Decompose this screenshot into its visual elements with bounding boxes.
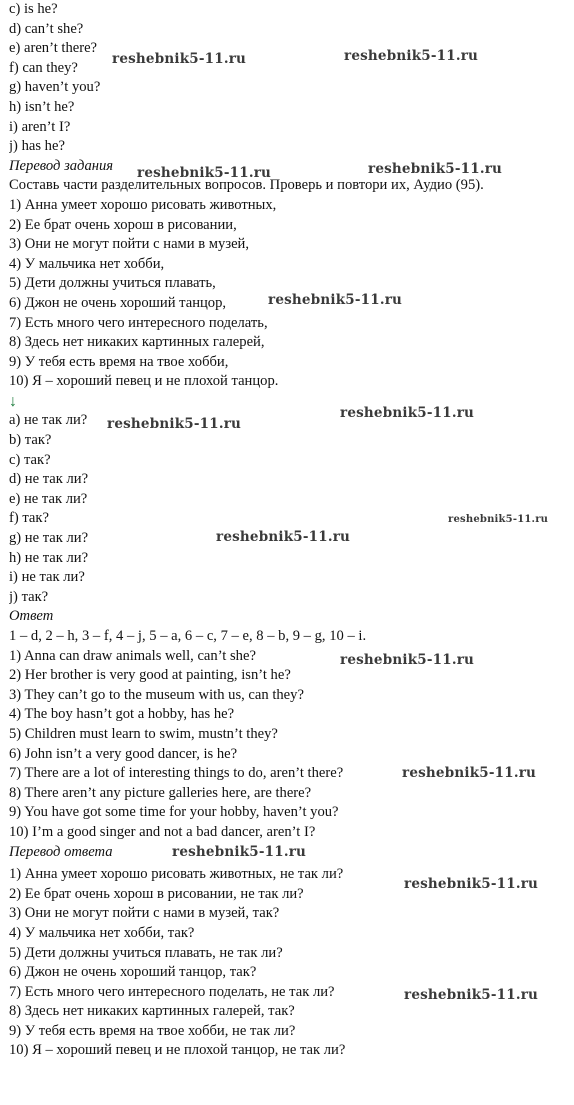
top-option: f) can they? bbox=[9, 59, 78, 76]
answer-sentence: 9) You have got some time for your hobby, haven’t you? bbox=[9, 804, 339, 821]
top-options-list bbox=[9, 0, 568, 157]
answer-translation-sentence: 4) У мальчика нет хобби, так? bbox=[9, 924, 195, 941]
watermark: reshebnik5-11.ru bbox=[404, 987, 539, 1003]
statement-item: 9) У тебя есть время на твое хобби, bbox=[9, 353, 229, 370]
answer-translation-sentence: 7) Есть много чего интересного поделать, не так ли? bbox=[9, 983, 335, 1000]
answer-sentence: 5) Children must learn to swim, mustn’t they? bbox=[9, 725, 278, 742]
watermark: reshebnik5-11.ru bbox=[112, 51, 247, 67]
answer-sentence: 10) I’m a good singer and not a bad dancer, aren’t I? bbox=[9, 823, 316, 840]
answer-sentence: 2) Her brother is very good at painting, isn’t he? bbox=[9, 667, 291, 684]
watermark: reshebnik5-11.ru bbox=[340, 652, 475, 668]
statement-item: 7) Есть много чего интересного поделать, bbox=[9, 314, 268, 331]
statement-item: 6) Джон не очень хороший танцор, bbox=[9, 294, 227, 311]
answer-translation-sentence: 2) Ее брат очень хорош в рисовании, не так ли? bbox=[9, 885, 304, 902]
statement-item: 2) Ее брат очень хорош в рисовании, bbox=[9, 216, 237, 233]
answer-translation-sentence: 10) Я – хороший певец и не плохой танцор, не так ли? bbox=[9, 1042, 346, 1059]
watermark: reshebnik5-11.ru bbox=[404, 876, 539, 892]
top-option: d) can’t she? bbox=[9, 20, 84, 37]
answer-sentence: 6) John isn’t a very good dancer, is he? bbox=[9, 745, 238, 762]
top-option: h) isn’t he? bbox=[9, 98, 75, 115]
top-option: e) aren’t there? bbox=[9, 40, 98, 57]
watermark: reshebnik5-11.ru bbox=[137, 165, 272, 181]
answer-sentence: 4) The boy hasn’t got a hobby, has he? bbox=[9, 706, 235, 723]
answer-sentence: 3) They can’t go to the museum with us, can they? bbox=[9, 686, 304, 703]
watermark: reshebnik5-11.ru bbox=[216, 529, 351, 545]
answer-translation-sentence: 5) Дети должны учиться плавать, не так ли? bbox=[9, 944, 283, 961]
option-item: j) так? bbox=[9, 588, 49, 605]
answer-sentence: 8) There aren’t any picture galleries here, are there? bbox=[9, 784, 312, 801]
top-option: i) aren’t I? bbox=[9, 118, 71, 135]
answer-translation-sentence: 1) Анна умеет хорошо рисовать животных, не так ли? bbox=[9, 866, 344, 883]
option-item: c) так? bbox=[9, 451, 51, 468]
task-translation-intro: Составь части разделительных вопросов. Проверь и повтори их, Аудио (95). bbox=[9, 177, 484, 194]
task-translation-heading: Перевод задания bbox=[9, 157, 114, 174]
watermark: reshebnik5-11.ru bbox=[402, 765, 537, 781]
watermark: reshebnik5-11.ru bbox=[107, 416, 242, 432]
answer-translation-heading: Перевод ответа bbox=[9, 843, 113, 860]
top-option: c) is he? bbox=[9, 1, 58, 17]
statement-item: 8) Здесь нет никаких картинных галерей, bbox=[9, 334, 265, 351]
answer-translation-sentence: 8) Здесь нет никаких картинных галерей, так? bbox=[9, 1003, 295, 1020]
watermark: reshebnik5-11.ru bbox=[344, 48, 479, 64]
answer-sentence: 1) Anna can draw animals well, can’t she? bbox=[9, 647, 256, 664]
answer-translation-sentence: 9) У тебя есть время на твое хобби, не так ли? bbox=[9, 1022, 296, 1039]
down-arrow-icon: ↓ bbox=[9, 392, 17, 410]
option-item: d) не так ли? bbox=[9, 471, 89, 488]
answer-translation-sentence: 3) Они не могут пойти с нами в музей, так? bbox=[9, 905, 280, 922]
option-item: h) не так ли? bbox=[9, 549, 89, 566]
answer-key: 1 – d, 2 – h, 3 – f, 4 – j, 5 – a, 6 – c, 7 – e, 8 – b, 9 – g, 10 – i. bbox=[9, 628, 367, 644]
answer-sentence: 7) There are a lot of interesting things to do, aren’t there? bbox=[9, 765, 344, 782]
watermark: reshebnik5-11.ru bbox=[368, 161, 503, 177]
answer-heading: Ответ bbox=[9, 608, 54, 625]
option-item: b) так? bbox=[9, 432, 52, 449]
answer-translation-sentence: 6) Джон не очень хороший танцор, так? bbox=[9, 964, 257, 981]
statement-item: 5) Дети должны учиться плавать, bbox=[9, 275, 216, 292]
option-item: e) не так ли? bbox=[9, 490, 88, 507]
answer-section bbox=[9, 607, 568, 842]
statement-item: 4) У мальчика нет хобби, bbox=[9, 255, 165, 272]
watermark: reshebnik5-11.ru bbox=[268, 292, 403, 308]
statement-item: 3) Они не могут пойти с нами в музей, bbox=[9, 236, 250, 253]
option-item: i) не так ли? bbox=[9, 569, 85, 586]
watermark: reshebnik5-11.ru bbox=[172, 844, 307, 860]
option-item: a) не так ли? bbox=[9, 412, 88, 429]
top-option: g) haven’t you? bbox=[9, 79, 101, 96]
watermark: reshebnik5-11.ru bbox=[340, 405, 475, 421]
top-option: j) has he? bbox=[9, 138, 65, 155]
option-item: g) не так ли? bbox=[9, 530, 89, 547]
watermark: reshebnik5-11.ru bbox=[448, 514, 549, 525]
statement-item: 10) Я – хороший певец и не плохой танцор. bbox=[9, 373, 279, 390]
option-item: f) так? bbox=[9, 510, 49, 527]
statement-item: 1) Анна умеет хорошо рисовать животных, bbox=[9, 196, 277, 213]
